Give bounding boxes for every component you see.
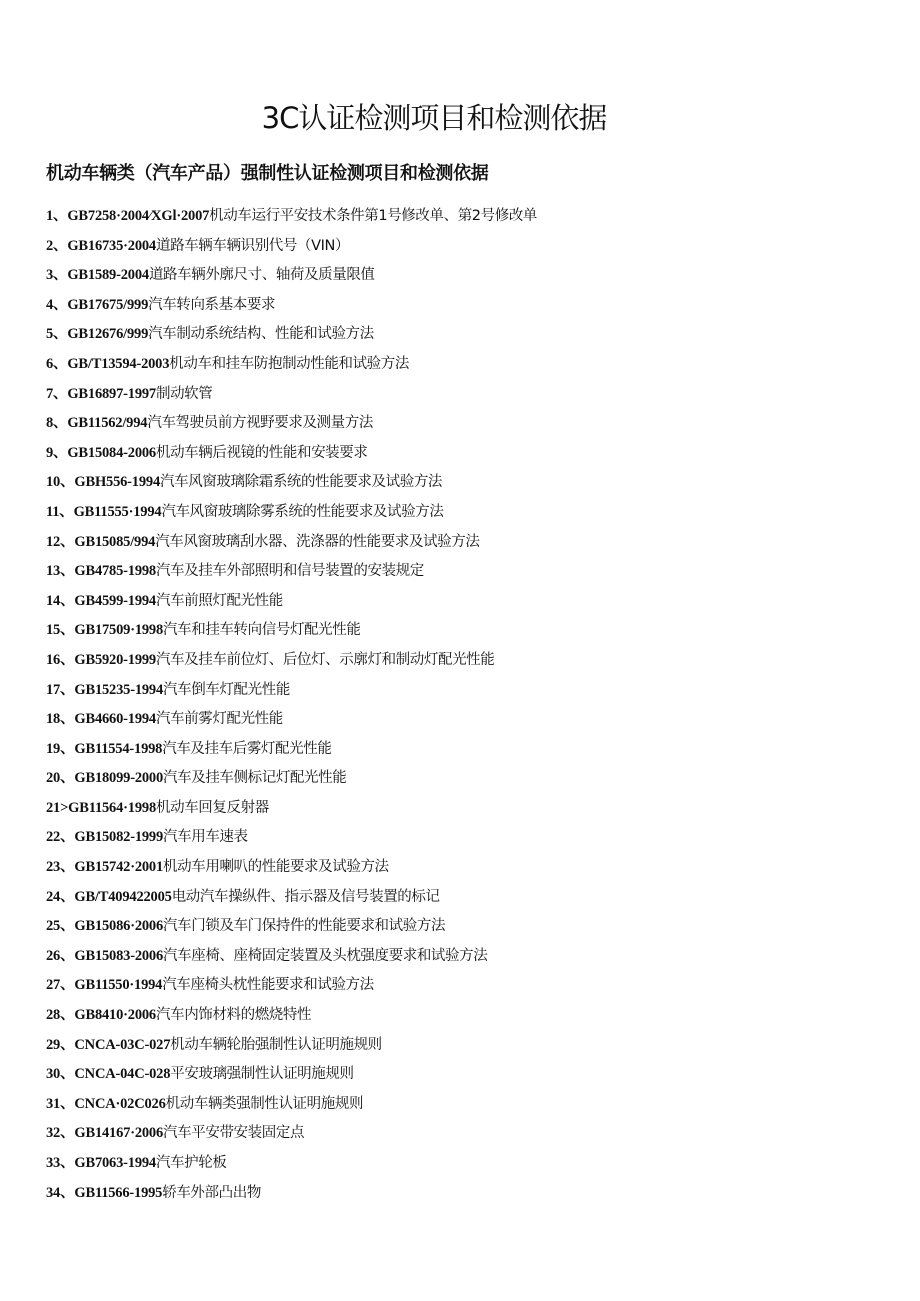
list-item (46, 381, 846, 411)
list-item (46, 972, 846, 1002)
standard-code: 24、GB/T409422005 (46, 888, 172, 905)
standard-code: 3、GB1589-2004 (46, 267, 149, 284)
list-item (46, 499, 846, 529)
standard-name: 制动软管 (155, 385, 213, 402)
standard-code: 15、GB17509·1998 (46, 622, 164, 639)
list-item (46, 1120, 846, 1150)
standard-code: 30、CNCA-04C-028 (46, 1066, 171, 1083)
standard-code: 18、GB4660-1994 (46, 711, 156, 728)
standard-name: 汽车风窗玻璃除雾系统的性能要求及试验方法 (161, 503, 444, 520)
standards-list (46, 203, 846, 1209)
list-item (46, 617, 846, 647)
list-item (46, 1002, 846, 1032)
standard-name: 机动车辆轮胎强制性认证明施规则 (170, 1036, 382, 1053)
list-item (46, 677, 846, 707)
standard-name: 汽车前照灯配光性能 (155, 592, 283, 609)
standard-name: 机动车辆类强制性认证明施规则 (165, 1095, 364, 1112)
list-item (46, 469, 846, 499)
list-item (46, 1180, 846, 1210)
list-item (46, 824, 846, 854)
list-item (46, 706, 846, 736)
standard-code: 14、GB4599-1994 (46, 592, 156, 609)
standard-code: 31、CNCA·02C026 (46, 1095, 166, 1112)
list-item (46, 736, 846, 766)
list-item (46, 854, 846, 884)
standard-code: 6、GB/T13594-2003 (46, 355, 170, 372)
standard-name: 汽车门锁及车门保持件的性能要求和试验方法 (163, 918, 446, 935)
list-item (46, 558, 846, 588)
document-title: 3C认证检测项目和检测依据 (261, 101, 607, 135)
list-item (46, 588, 846, 618)
standard-code: 2、GB16735·2004 (46, 237, 156, 254)
standard-code: 32、GB14167·2006 (46, 1125, 164, 1142)
standard-code: 16、GB5920-1999 (46, 651, 156, 668)
list-item (46, 1150, 846, 1180)
standard-code: 27、GB11550·1994 (46, 977, 163, 994)
standard-name: 汽车风窗玻璃刮水器、洗涤器的性能要求及试验方法 (155, 533, 480, 550)
standard-name: 汽车制动系统结构、性能和试验方法 (148, 326, 374, 343)
standard-name: 机动车回复反射器 (156, 799, 269, 816)
list-item (46, 884, 846, 914)
list-item (46, 292, 846, 322)
standard-code: 5、GB12676/999 (46, 326, 149, 343)
list-item (46, 203, 846, 233)
standard-name: 道路车辆车辆识别代号（VIN） (156, 237, 350, 254)
standard-code: 12、GB15085/994 (46, 533, 156, 550)
standard-code: 1、GB7258·2004⁄XGl·2007 (46, 208, 210, 224)
list-item (46, 795, 846, 825)
standard-code: 9、GB15084-2006 (46, 444, 156, 461)
standard-code: 10、GBH556-1994 (46, 474, 161, 491)
standard-name: 道路车辆外廓尺寸、轴荷及质量限值 (148, 267, 375, 284)
standard-code: 34、GB11566-1995 (46, 1184, 163, 1201)
standard-name: 汽车前雾灯配光性能 (155, 711, 283, 728)
standard-code: 21>GB11564·1998 (46, 799, 156, 816)
standard-name: 汽车和挂车转向信号灯配光性能 (163, 622, 361, 639)
standard-code: 13、GB4785-1998 (46, 563, 156, 580)
standard-code: 26、GB15083-2006 (46, 947, 164, 964)
standard-name: 电动汽车操纵件、指示器及信号装置的标记 (171, 888, 440, 905)
standard-code: 8、GB11562/994 (46, 415, 148, 432)
standard-name: 汽车及挂车后雾灯配光性能 (162, 740, 332, 757)
standard-name: 汽车风窗玻璃除霜系统的性能要求及试验方法 (160, 474, 443, 491)
standard-name: 汽车及挂车前位灯、后位灯、示廓灯和制动灯配光性能 (155, 651, 495, 668)
standard-name: 机动车和挂车防抱制动性能和试验方法 (169, 355, 409, 372)
standard-name: 汽车内饰材料的燃烧特性 (156, 1007, 312, 1024)
standard-code: 29、CNCA-03C-027 (46, 1036, 171, 1053)
list-item (46, 943, 846, 973)
standard-code: 33、GB7063-1994 (46, 1155, 156, 1171)
standard-name: 汽车及挂车外部照明和信号装置的安装规定 (155, 563, 424, 580)
standard-name: 轿车外部凸出物 (162, 1184, 261, 1201)
standard-name: 平安玻璃强制性认证明施规则 (170, 1066, 354, 1083)
standard-name: 汽车座椅、座椅固定装置及头枕强度要求和试验方法 (163, 947, 488, 964)
standard-code: 17、GB15235-1994 (46, 681, 164, 698)
standard-name: 汽车座椅头枕性能要求和试验方法 (162, 977, 374, 994)
standard-name: 机动车辆后视镜的性能和安装要求 (155, 444, 368, 461)
standard-code: 25、GB15086·2006 (46, 918, 164, 935)
list-item (46, 410, 846, 440)
standard-name: 汽车驾驶员前方视野要求及测量方法 (147, 415, 373, 432)
list-item (46, 1032, 846, 1062)
standard-code: 7、GB16897-1997 (46, 385, 156, 402)
standard-code: 20、GB18099-2000 (46, 770, 164, 787)
list-item (46, 913, 846, 943)
standard-code: 23、GB15742·2001 (46, 859, 164, 876)
standard-name: 汽车倒车灯配光性能 (163, 681, 290, 698)
standard-name: 汽车用车速表 (163, 829, 248, 846)
standard-name: 汽车平安带安装固定点 (163, 1125, 305, 1142)
standard-code: 19、GB11554-1998 (46, 740, 163, 757)
list-item (46, 529, 846, 559)
list-item (46, 647, 846, 677)
standard-code: 4、GB17675/999 (46, 296, 149, 313)
list-item (46, 765, 846, 795)
standard-code: 28、GB8410·2006 (46, 1007, 156, 1024)
list-item (46, 1061, 846, 1091)
standard-name: 机动车运行平安技术条件第1号修改单、第2号修改单 (209, 208, 538, 224)
list-item (46, 321, 846, 351)
standard-name: 汽车护轮板 (155, 1155, 227, 1171)
standard-name: 汽车转向系基本要求 (148, 296, 276, 313)
standard-name: 机动车用喇叭的性能要求及试验方法 (163, 859, 389, 876)
standard-code: 22、GB15082-1999 (46, 829, 164, 846)
document-subtitle: 机动车辆类（汽车产品）强制性认证检测项目和检测依据 (46, 163, 489, 184)
list-item (46, 440, 846, 470)
list-item (46, 262, 846, 292)
list-item (46, 351, 846, 381)
list-item (46, 1091, 846, 1121)
standard-name: 汽车及挂车侧标记灯配光性能 (163, 770, 347, 787)
list-item (46, 233, 846, 263)
standard-code: 11、GB11555·1994 (46, 503, 162, 520)
